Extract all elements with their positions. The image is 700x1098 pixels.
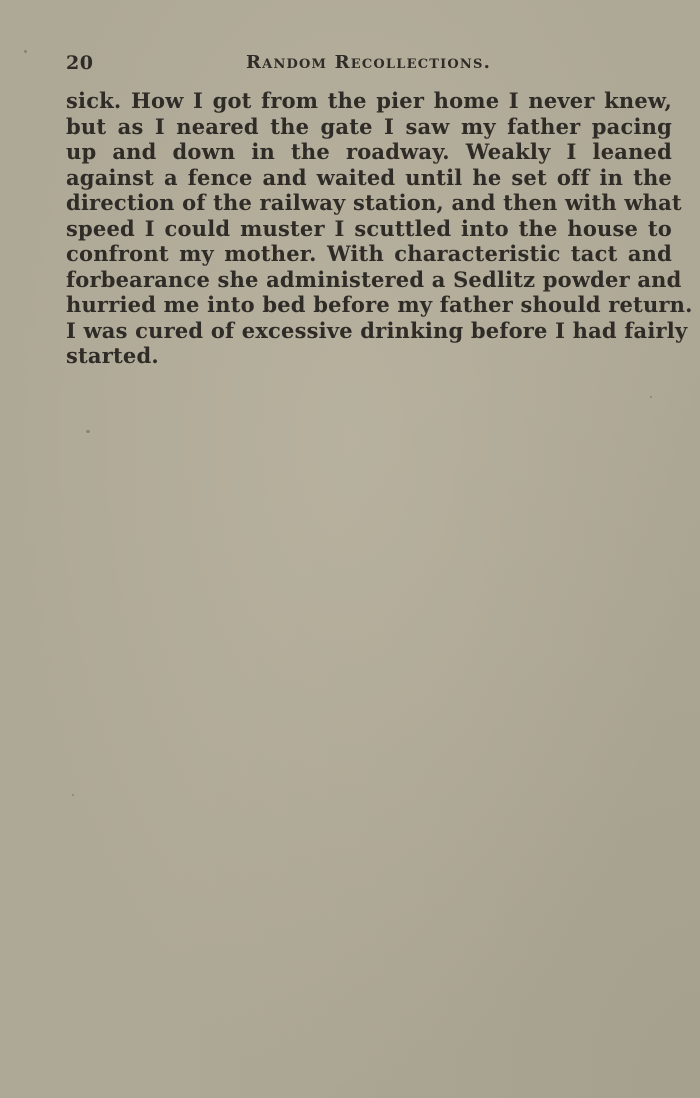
text-line: forbearance she administered a Sedlitz powder and (66, 266, 682, 292)
text-line: I was cured of excessive drinking before I had fairly (66, 317, 688, 343)
page-header (66, 52, 670, 78)
text-line: confront my mother. With characteristic tact and (66, 241, 672, 266)
text-line: sick. How I got from the pier home I never knew, (66, 88, 672, 113)
paper-speck (24, 50, 27, 53)
running-head: Random Recollections. (246, 52, 492, 73)
text-line: hurried me into bed before my father should return. (66, 292, 693, 317)
text-line: against a fence and waited until he set off in the (66, 164, 672, 190)
text-line: started. (66, 343, 159, 368)
paper-speck (72, 794, 74, 796)
body-text (66, 88, 693, 369)
paper-speck (86, 430, 90, 433)
text-line: direction of the railway station, and then with what (66, 190, 682, 215)
text-line: but as I neared the gate I saw my father pacing (66, 113, 672, 139)
page-number: 20 (66, 52, 94, 74)
paper-speck (650, 396, 652, 398)
text-line: up and down in the roadway. Weakly I leaned (66, 139, 672, 164)
text-line: speed I could muster I scuttled into the house to (66, 215, 672, 241)
